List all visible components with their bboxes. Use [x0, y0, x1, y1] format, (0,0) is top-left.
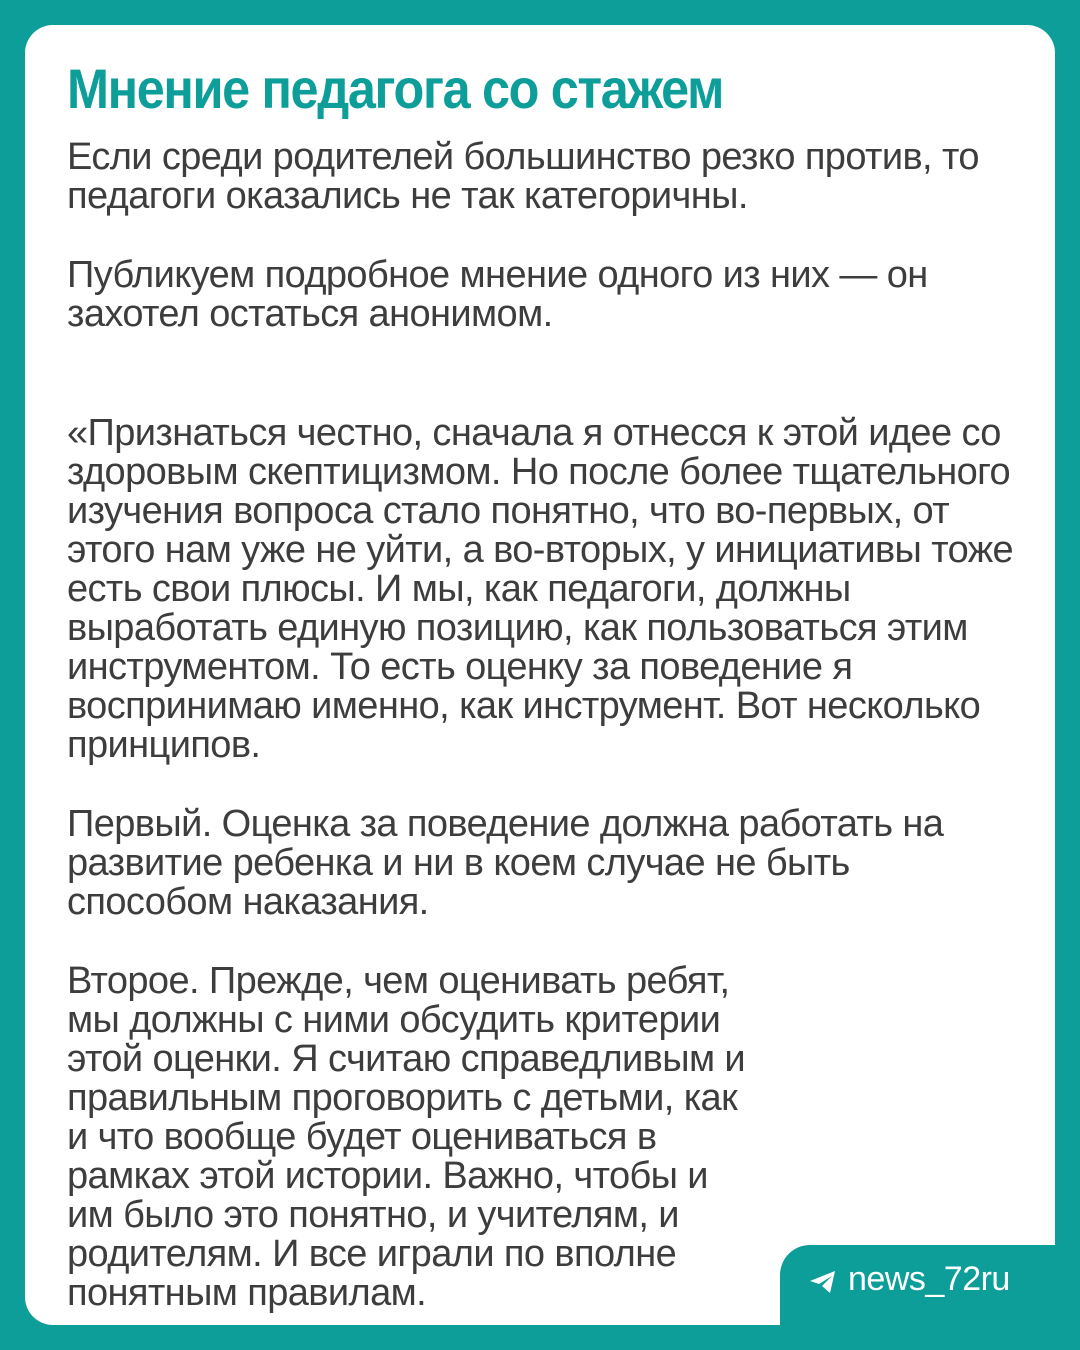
principle-two-paragraph: Второе. Прежде, чем оценивать ребят, мы должны с ними обсудить критерии этой оценки. Я считаю справедливым и правильным проговорить с детьми, как и что вообще будет оцениваться в рамках этой истории. Важно, чтобы и им было это понятно, и учителям, и родителям. И все играли по вполне понятным правилам. — [67, 960, 746, 1314]
article-body — [67, 138, 1017, 1313]
source-badge[interactable] — [780, 1245, 1080, 1350]
article-card — [25, 25, 1055, 1325]
publish-note-paragraph: Публикуем подробное мнение одного из них — он захотел остаться анонимом. — [67, 254, 928, 335]
principle-one-paragraph: Первый. Оценка за поведение должна работать на развитие ребенка и ни в коем случае не быть способом наказания. — [67, 803, 944, 923]
telegram-icon — [808, 1265, 838, 1293]
page-title: Мнение педагога со стажем — [67, 57, 724, 120]
intro-paragraph: Если среди родителей большинство резко против, то педагоги оказались не так категоричны. — [67, 136, 979, 217]
channel-handle: news_72ru — [848, 1260, 1010, 1298]
quote-paragraph: «Признаться честно, сначала я отнесся к этой идее со здоровым скептицизмом. Но после более тщательного изучения вопроса стало понятно, что во-первых, от этого нам уже не уйти, а во-вторых, у инициативы тоже есть свои плюсы. И мы, как педагоги, должны выработать единую позицию, как пользоваться этим инструментом. То есть оценку за поведение я воспринимаю именно, как инструмент. Вот несколько принципов. — [67, 412, 1014, 766]
